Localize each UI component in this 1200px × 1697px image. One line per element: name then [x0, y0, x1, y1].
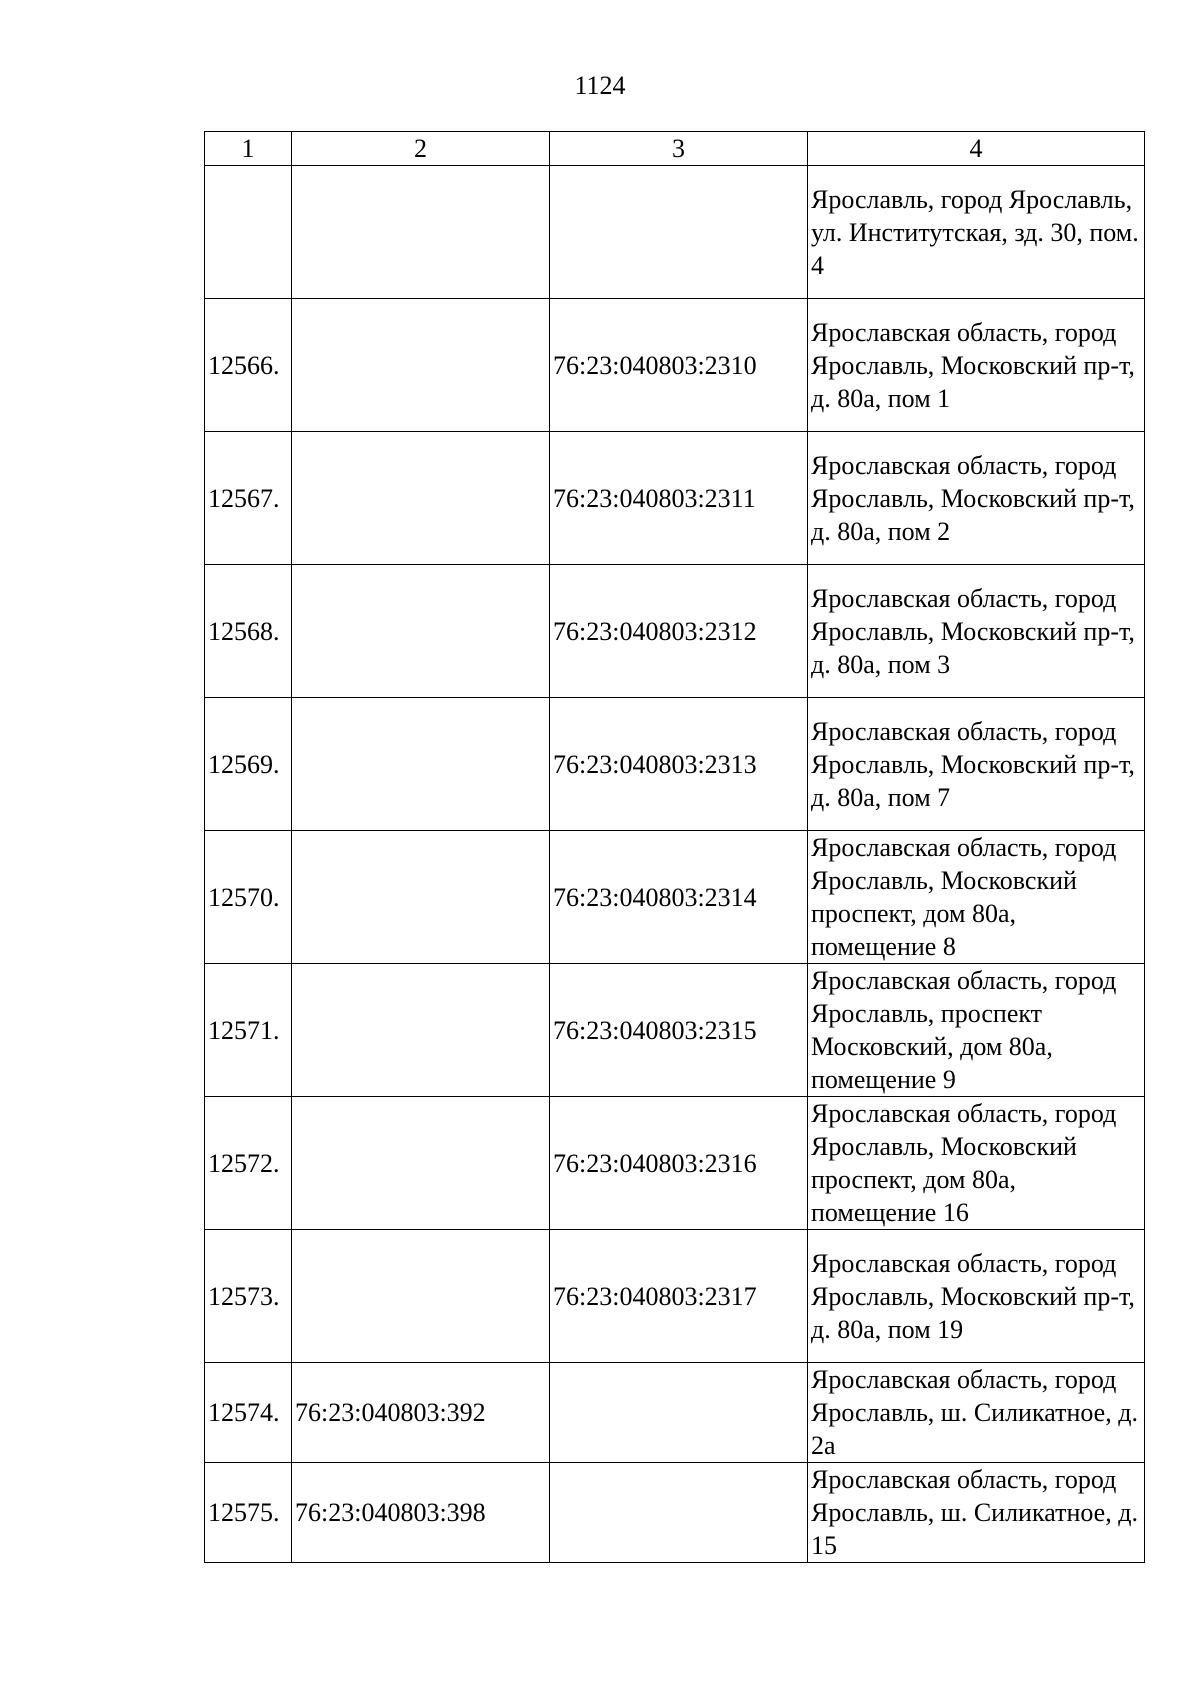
page-number: 1124	[574, 71, 626, 100]
row-number	[205, 166, 292, 299]
address-cell: Ярославская область, город Ярославль, Московский пр-т, д. 80а, пом 7	[808, 698, 1145, 831]
table-row	[205, 1097, 1145, 1230]
row-number: 12567.	[205, 432, 292, 565]
address-cell: Ярославская область, город Ярославль, Московский пр-т, д. 80а, пом 3	[808, 565, 1145, 698]
address-cell: Ярославская область, город Ярославль, Московский пр-т, д. 80а, пом 19	[808, 1230, 1145, 1363]
address-cell: Ярославская область, город Ярославль, Московский пр-т, д. 80а, пом 1	[808, 299, 1145, 432]
row-number: 12573.	[205, 1230, 292, 1363]
cadastral-number-building	[292, 166, 550, 299]
table-row	[205, 1463, 1145, 1563]
row-number: 12571.	[205, 964, 292, 1097]
table-row	[205, 299, 1145, 432]
table-row	[205, 166, 1145, 299]
cadastral-number-building	[292, 1230, 550, 1363]
cadastral-number-premises: 76:23:040803:2310	[550, 299, 808, 432]
cadastral-number-building	[292, 565, 550, 698]
table-row	[205, 565, 1145, 698]
address-cell: Ярославская область, город Ярославль, Московский пр-т, д. 80а, пом 2	[808, 432, 1145, 565]
address-cell: Ярославская область, город Ярославль, ш. Силикатное, д. 2а	[808, 1363, 1145, 1463]
cadastral-number-building: 76:23:040803:392	[292, 1363, 550, 1463]
table-row	[205, 1230, 1145, 1363]
cadastral-number-building	[292, 831, 550, 964]
cadastral-number-premises: 76:23:040803:2316	[550, 1097, 808, 1230]
cadastral-number-premises: 76:23:040803:2311	[550, 432, 808, 565]
row-number: 12572.	[205, 1097, 292, 1230]
cadastral-number-building: 76:23:040803:398	[292, 1463, 550, 1563]
row-number: 12570.	[205, 831, 292, 964]
row-number: 12569.	[205, 698, 292, 831]
cadastral-number-premises	[550, 1463, 808, 1563]
table-header-row	[205, 132, 1145, 166]
column-header-3: 3	[550, 132, 808, 166]
address-cell: Ярославская область, город Ярославль, проспект Московский, дом 80а, помещение 9	[808, 964, 1145, 1097]
address-cell: Ярославская область, город Ярославль, ш. Силикатное, д. 15	[808, 1463, 1145, 1563]
address-cell: Ярославская область, город Ярославль, Московский проспект, дом 80а, помещение 16	[808, 1097, 1145, 1230]
table-row	[205, 1363, 1145, 1463]
cadastral-number-building	[292, 299, 550, 432]
cadastral-number-premises: 76:23:040803:2313	[550, 698, 808, 831]
table-row	[205, 432, 1145, 565]
address-cell: Ярославская область, город Ярославль, Московский проспект, дом 80а, помещение 8	[808, 831, 1145, 964]
column-header-2: 2	[292, 132, 550, 166]
column-header-4: 4	[808, 132, 1145, 166]
table-row	[205, 698, 1145, 831]
table-row	[205, 831, 1145, 964]
registry-table	[204, 131, 1145, 1563]
row-number: 12566.	[205, 299, 292, 432]
cadastral-number-building	[292, 432, 550, 565]
cadastral-number-premises: 76:23:040803:2312	[550, 565, 808, 698]
row-number: 12575.	[205, 1463, 292, 1563]
cadastral-number-building	[292, 964, 550, 1097]
cadastral-number-premises: 76:23:040803:2317	[550, 1230, 808, 1363]
column-header-1: 1	[205, 132, 292, 166]
cadastral-number-building	[292, 698, 550, 831]
cadastral-number-premises: 76:23:040803:2314	[550, 831, 808, 964]
row-number: 12568.	[205, 565, 292, 698]
address-cell: Ярославль, город Ярославль, ул. Институтская, зд. 30, пом. 4	[808, 166, 1145, 299]
table-row	[205, 964, 1145, 1097]
cadastral-number-premises: 76:23:040803:2315	[550, 964, 808, 1097]
row-number: 12574.	[205, 1363, 292, 1463]
cadastral-number-premises	[550, 1363, 808, 1463]
cadastral-number-premises	[550, 166, 808, 299]
cadastral-number-building	[292, 1097, 550, 1230]
